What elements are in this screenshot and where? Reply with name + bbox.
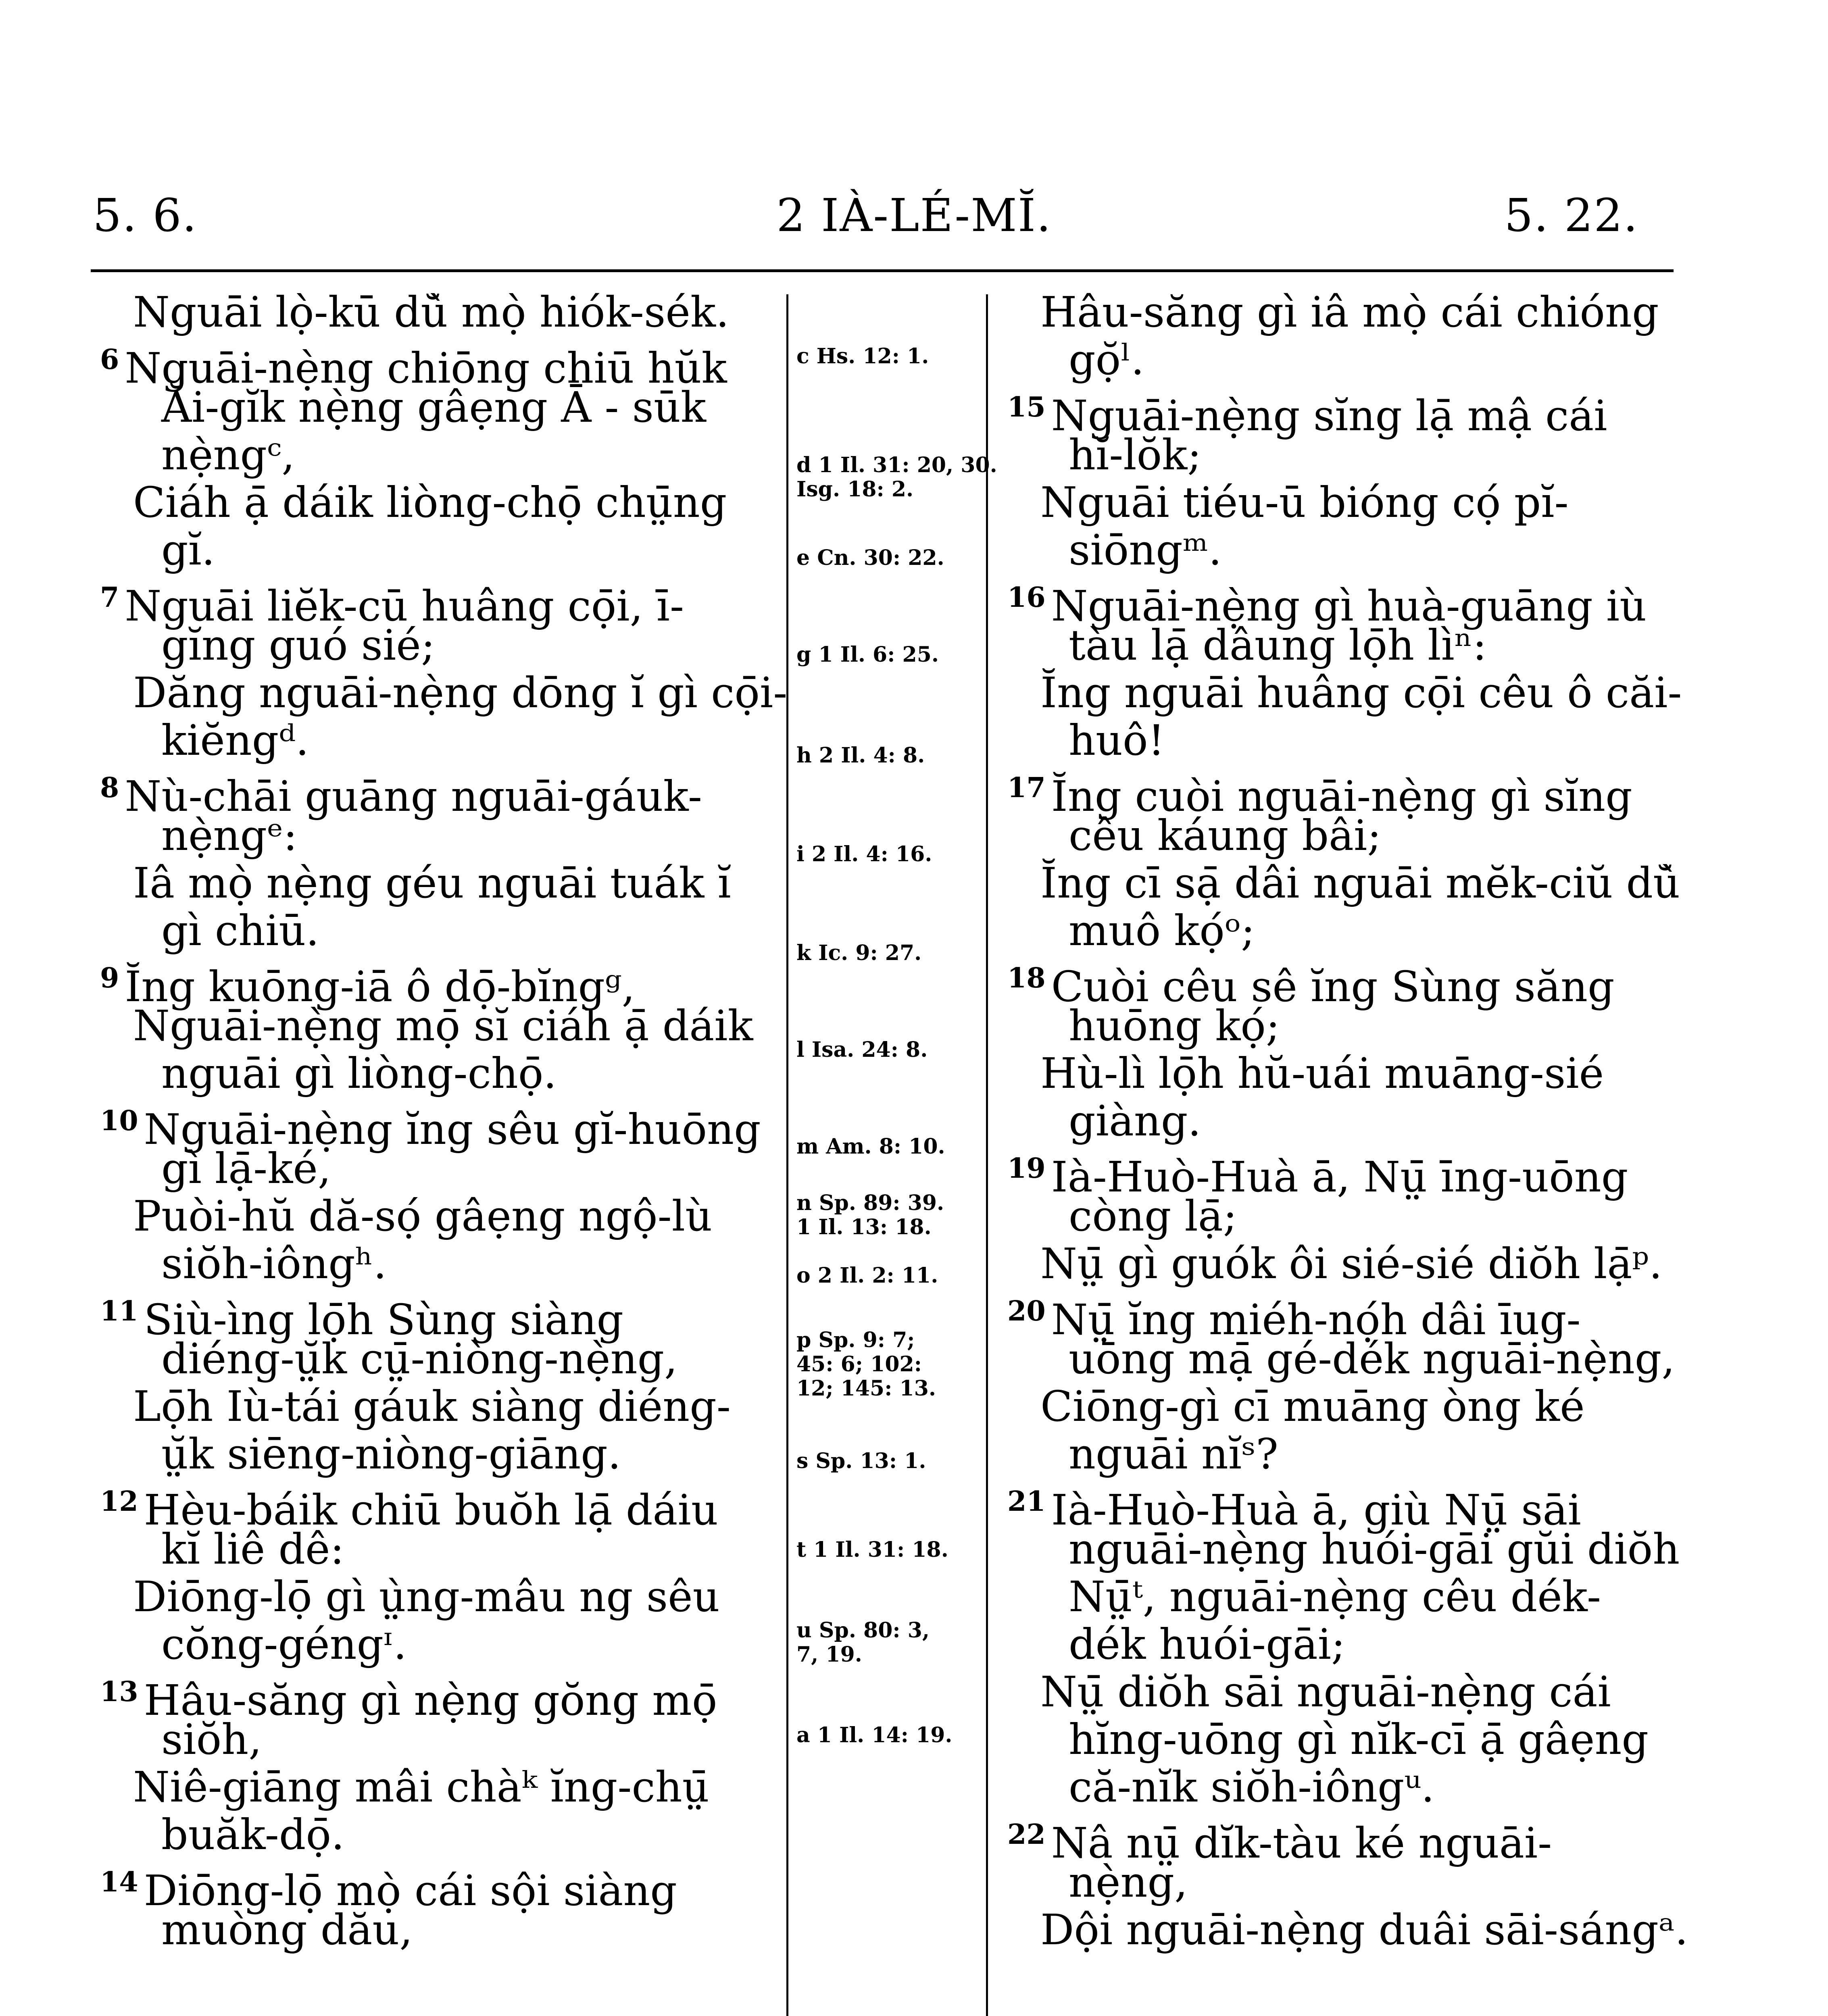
text-line	[133, 1573, 774, 1620]
text-line	[1007, 764, 1686, 821]
verse-text: Diōng-lọ̄ gì ṳ̀ng-mâu ng sêu	[133, 1572, 720, 1621]
text-line	[1040, 479, 1686, 526]
text-line	[133, 1335, 774, 1383]
verse-text: nguāi nĭˢ?	[1069, 1429, 1278, 1479]
verse-number: 14	[100, 1866, 138, 1898]
verse-text: Nguāi lọ̀-kū dŭ̀ mọ̀ hiók-sék.	[133, 287, 730, 337]
verse-number: 22	[1007, 1818, 1046, 1851]
text-line	[100, 1668, 774, 1725]
text-line	[133, 907, 774, 954]
text-line	[133, 1430, 774, 1478]
text-line	[1040, 336, 1686, 383]
verse-text: Ià-Huò-Huà ā, giù Nṳ̄ sāi	[1051, 1485, 1581, 1535]
verse-number: 21	[1007, 1485, 1046, 1518]
verse-text: Nù-chāi guāng nguāi-gáuk-	[125, 772, 702, 821]
text-line	[133, 668, 788, 717]
verse-text: Nâ nṳ̄ dĭk-tàu ké nguāi-	[1051, 1818, 1552, 1868]
text-line	[1040, 1097, 1686, 1145]
text-line	[100, 1097, 774, 1154]
verse-text: Puòi-hŭ dă-sọ́ gâẹng ngộ-lù	[133, 1191, 713, 1241]
verse-text: Hâu-săng gì iâ mọ̀ cái chióng	[1040, 287, 1659, 337]
cross-reference: p Sp. 9: 7;	[796, 1328, 915, 1352]
text-line	[1007, 1287, 1686, 1344]
verse-text: Ĭng kuōng-iā ô dọ̄-bĭngᵍ,	[125, 962, 635, 1011]
cross-reference: 45: 6; 102:	[796, 1352, 922, 1377]
text-line	[100, 1858, 774, 1915]
cross-reference: 12; 145: 13.	[796, 1376, 936, 1401]
verse-text: Nguāi-nẹ̀ng mọ̄ sĭ ciáh ạ̄ dáik	[133, 1001, 753, 1050]
cross-reference: g 1 Il. 6: 25.	[796, 642, 939, 667]
verse-text: nẹ̀ng,	[1069, 1858, 1188, 1907]
verse-text: Ciáh ạ̄ dáik liòng-chọ̄ chṳ̄ng	[133, 478, 727, 527]
text-line	[1040, 526, 1686, 574]
column-divider-left	[786, 294, 788, 2016]
verse-text: Ĭng cī sạ̄ dâi nguāi mĕk-ciŭ dŭ̀	[1040, 858, 1680, 908]
text-line	[133, 1620, 774, 1668]
verse-number: 13	[100, 1676, 138, 1708]
cross-reference: e Cn. 30: 22.	[796, 546, 944, 570]
text-line	[1040, 288, 1686, 336]
text-line	[1007, 1478, 1686, 1535]
verse-text: nguāi-nẹ̀ng huói-gāi gŭi diŏh	[1069, 1524, 1680, 1574]
text-line	[133, 288, 774, 336]
verse-text: hĭ-lŏk;	[1069, 430, 1202, 479]
text-line	[1040, 1763, 1686, 1811]
text-line	[1040, 859, 1686, 907]
verse-text: Nguāi-nẹ̀ng sĭng lạ̄ mậ cái	[1051, 391, 1607, 440]
verse-text: kiĕngᵈ.	[161, 716, 309, 765]
verse-number: 20	[1007, 1295, 1046, 1327]
verse-text: siŏh-iôngʰ.	[161, 1239, 387, 1288]
verse-text: huōng kọ́;	[1069, 1001, 1280, 1050]
text-line	[100, 1287, 774, 1344]
verse-text: ṳ̆k siēng-niòng-giāng.	[161, 1429, 621, 1479]
verse-text: huô!	[1069, 716, 1165, 765]
verse-text: Ciōng-gì cī muāng òng ké	[1040, 1382, 1585, 1431]
text-line	[100, 1478, 774, 1535]
cross-reference: u Sp. 80: 3,	[796, 1618, 930, 1643]
verse-text: còng lạ̄;	[1069, 1191, 1237, 1241]
text-line	[133, 1763, 774, 1811]
cross-reference: Isg. 18: 2.	[796, 477, 914, 502]
verse-text: Ĭng cuòi nguāi-nẹ̀ng gì sĭng	[1051, 772, 1632, 821]
verse-number: 9	[100, 962, 119, 994]
verse-number: 16	[1007, 581, 1046, 614]
verse-text: Dội nguāi-nẹ̀ng duâi sāi-sángᵃ.	[1040, 1905, 1688, 1954]
cross-reference: a 1 Il. 14: 19.	[796, 1723, 953, 1747]
text-line	[133, 1811, 774, 1858]
verse-text: gọ̆ˡ.	[1069, 335, 1144, 384]
verse-text: Nṳ̄ ĭng miéh-nọ́h dâi īug-	[1051, 1295, 1581, 1344]
verse-text: buăk-dọ̄.	[161, 1810, 345, 1859]
verse-text: siōngᵐ.	[1069, 525, 1222, 575]
text-line	[1007, 1811, 1686, 1868]
text-line	[133, 1192, 774, 1240]
right-text-column	[1007, 287, 1688, 1954]
verse-text: uōng mạ̄ gé-dék nguāi-nẹ̀ng,	[1069, 1334, 1675, 1383]
verse-text: Hâu-săng gì nẹ̀ng gŏng mọ̄	[144, 1676, 717, 1725]
cross-reference: k Ic. 9: 27.	[796, 941, 922, 965]
verse-number: 15	[1007, 391, 1046, 423]
left-text-column	[100, 287, 788, 1954]
text-line	[1040, 1383, 1686, 1430]
verse-text: Nṳ̄ gì guók ôi sié-sié diŏh lạ̄ᵖ.	[1040, 1239, 1663, 1288]
verse-text: Siù-ìng lọ̄h Sùng siàng	[144, 1295, 624, 1344]
header-book-title: 2 IÀ-LÉ-MĬ.	[776, 190, 1052, 242]
verse-text: Ăi-gĭk nẹ̀ng gâẹng Ā - sūk	[161, 383, 707, 432]
verse-number: 18	[1007, 962, 1046, 994]
text-line	[1040, 1906, 1686, 1954]
verse-text: nẹ̀ngᵉ:	[161, 811, 298, 860]
cross-reference: h 2 Il. 4: 8.	[796, 743, 925, 768]
cross-reference: o 2 Il. 2: 11.	[796, 1263, 938, 1288]
verse-text: dék huói-gāi;	[1069, 1620, 1346, 1669]
verse-text: gĭ.	[161, 525, 215, 575]
text-line	[133, 431, 774, 479]
text-line	[133, 479, 774, 526]
text-line	[1040, 1716, 1686, 1763]
text-line	[133, 383, 774, 431]
verse-text: diéng-ṳ̆k cṳ̄-niòng-nẹ̀ng,	[161, 1334, 678, 1383]
text-line	[133, 1383, 774, 1430]
cross-reference: 7, 19.	[796, 1642, 862, 1667]
cross-reference: t 1 Il. 31: 18.	[796, 1537, 948, 1562]
verse-number: 11	[100, 1295, 138, 1327]
cross-reference: n Sp. 89: 39.	[796, 1191, 944, 1215]
text-line	[100, 336, 774, 393]
column-divider-right	[986, 294, 988, 2016]
header-rule	[91, 269, 1674, 272]
verse-text: Nṳ̄ᵗ, nguāi-nẹ̀ng cêu dék-	[1069, 1572, 1601, 1621]
cross-reference: c Hs. 12: 1.	[796, 344, 929, 369]
verse-text: Hèu-báik chiū buŏh lạ̄ dáiu	[144, 1485, 718, 1535]
text-line	[100, 764, 774, 821]
verse-text: muô kọ́ᵒ;	[1069, 906, 1255, 955]
text-line	[133, 859, 774, 907]
verse-number: 6	[100, 344, 119, 376]
verse-number: 7	[100, 581, 119, 614]
verse-number: 17	[1007, 772, 1046, 804]
text-line	[1007, 954, 1686, 1011]
text-line	[1040, 1335, 1686, 1383]
verse-text: că-nĭk siŏh-iôngᵘ.	[1069, 1762, 1435, 1812]
verse-text: gĭng guó sié;	[161, 621, 435, 670]
cross-reference: m Am. 8: 10.	[796, 1134, 945, 1159]
verse-text: muòng dău,	[161, 1905, 413, 1954]
verse-text: tàu lạ̄ dâung lọ̄h lìⁿ:	[1069, 621, 1487, 670]
verse-text: Diōng-lọ̄ mọ̀ cái sội siàng	[144, 1866, 677, 1915]
text-line	[1040, 1050, 1686, 1097]
text-line	[133, 1002, 774, 1050]
cross-reference: d 1 Il. 31: 20, 30.	[796, 453, 997, 477]
text-line	[1040, 716, 1686, 764]
verse-text: Nguāi liĕk-cū huâng cọ̄i, ī-	[125, 581, 684, 631]
text-line	[1040, 1668, 1686, 1716]
verse-text: Nṳ̄ diŏh sāi nguāi-nẹ̀ng cái	[1040, 1667, 1611, 1716]
verse-text: Cuòi cêu sê ĭng Sùng săng	[1051, 962, 1615, 1011]
header-chapter-start: 5. 6.	[93, 190, 198, 242]
text-line	[1007, 574, 1686, 631]
text-line	[1040, 1240, 1686, 1287]
verse-text: hĭng-uōng gì nĭk-cī ạ̄ gâẹng	[1069, 1715, 1649, 1764]
text-line	[133, 526, 774, 574]
cross-reference: 1 Il. 13: 18.	[796, 1215, 932, 1239]
text-line	[1040, 1525, 1686, 1573]
header-chapter-end: 5. 22.	[1504, 190, 1638, 242]
text-line	[133, 716, 774, 764]
text-line	[1040, 1573, 1686, 1620]
verse-text: gì chiū.	[161, 906, 319, 955]
verse-text: nẹ̀ngᶜ,	[161, 430, 295, 479]
text-line	[1040, 1430, 1686, 1478]
text-line	[133, 1050, 774, 1097]
verse-text: Nguāi-nẹ̀ng ĭng sêu gĭ-huōng	[144, 1105, 761, 1154]
verse-text: cêu káung bâi;	[1069, 811, 1382, 860]
text-line	[1007, 383, 1686, 440]
text-line	[133, 1240, 774, 1287]
text-line	[1007, 1145, 1686, 1202]
verse-text: kĭ liê dê:	[161, 1524, 344, 1574]
verse-text: Nguāi-nẹ̀ng chiōng chiū hŭk	[125, 344, 727, 393]
text-line	[1040, 907, 1686, 954]
verse-text: gì lạ̄-ké,	[161, 1144, 331, 1193]
verse-text: Ĭng nguāi huâng cọ̄i cêu ô căi-	[1040, 668, 1682, 717]
verse-number: 19	[1007, 1152, 1046, 1185]
verse-text: Dăng nguāi-nẹ̀ng dōng ĭ gì cọ̄i-	[133, 668, 788, 717]
verse-text: cŏng-géngᶦ.	[161, 1620, 407, 1669]
verse-text: Nguāi-nẹ̀ng gì huà-guāng iù	[1051, 581, 1647, 631]
verse-text: Lọ̄h Iù-tái gáuk siàng diéng-	[133, 1382, 731, 1431]
cross-reference: l Isa. 24: 8.	[796, 1037, 928, 1062]
text-line	[1040, 669, 1686, 716]
verse-text: Ià-Huò-Huà ā, Nṳ̄ īng-uōng	[1051, 1152, 1628, 1202]
verse-text: nguāi gì liòng-chọ̄.	[161, 1049, 557, 1098]
cross-reference: s Sp. 13: 1.	[796, 1449, 926, 1473]
text-line	[100, 574, 774, 631]
verse-text: Hù-lì lọ̄h hŭ-uái muāng-sié	[1040, 1049, 1604, 1098]
verse-text: Nguāi tiéu-ū bióng cọ́ pĭ-	[1040, 478, 1569, 527]
verse-number: 10	[100, 1105, 138, 1137]
verse-number: 8	[100, 772, 119, 804]
verse-text: giàng.	[1069, 1096, 1201, 1145]
verse-text: Niê-giāng mâi chàᵏ ĭng-chṳ̄	[133, 1762, 709, 1812]
verse-text: siŏh,	[161, 1715, 262, 1764]
text-line	[100, 954, 774, 1011]
verse-number: 12	[100, 1485, 138, 1518]
cross-reference: i 2 Il. 4: 16.	[796, 842, 932, 866]
verse-text: Iâ mọ̀ nẹ̀ng géu nguāi tuák ĭ	[133, 858, 731, 908]
text-line	[1040, 1620, 1686, 1668]
